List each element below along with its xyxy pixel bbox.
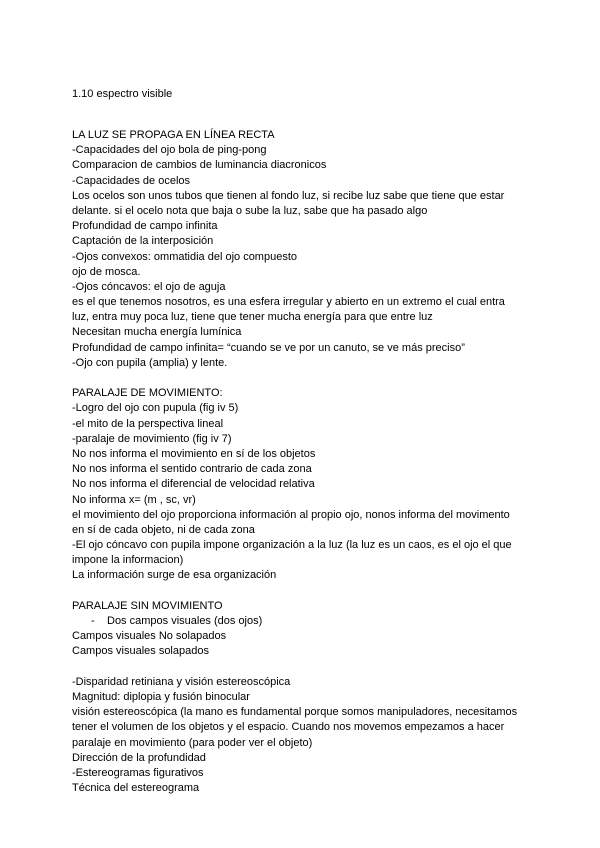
text-line: luz, entra muy poca luz, tiene que tener mucha energía para que entre luz (72, 311, 433, 324)
text-line: paralaje en movimiento (para poder ver el objeto) (72, 736, 313, 749)
text-line: No informa x= (m , sc, vr) (72, 493, 196, 506)
text-line: impone la informacion) (72, 554, 184, 567)
section-heading: LA LUZ SE PROPAGA EN LÍNEA RECTA (72, 129, 275, 141)
text-line: -Ojo con pupila (amplia) y lente. (72, 356, 228, 369)
paragraph-spacer (72, 584, 532, 599)
document-body (72, 128, 532, 796)
text-line: el movimiento del ojo proporciona información al propio ojo, nonos informa del movimento (72, 508, 510, 521)
bullet-marker: - (91, 615, 95, 627)
text-line: Necesitan mucha energía lumínica (72, 326, 242, 339)
section-heading: PARALAJE DE MOVIMIENTO: (72, 387, 223, 400)
text-line: La información surge de esa organización (72, 569, 277, 582)
text-line: Dirección de la profundidad (72, 751, 206, 764)
text-line: Magnitud: diplopia y fusión binocular (72, 690, 250, 703)
section-heading: PARALAJE SIN MOVIMIENTO (72, 599, 223, 612)
text-line: visión estereoscópica (la mano es fundamental porque somos manipuladores, necesitamos (72, 706, 518, 719)
text-line: -Ojos convexos: ommatidia del ojo compuesto (72, 250, 297, 263)
text-line: -El ojo cóncavo con pupila impone organización a la luz (la luz es un caos, es el ojo el que (72, 539, 512, 552)
bullet-text: Dos campos visuales (dos ojos) (107, 615, 263, 627)
text-line: delante. si el ocelo nota que baja o sube la luz, sabe que ha pasado algo (72, 204, 428, 217)
text-line: -Disparidad retiniana y visión estereoscópica (72, 675, 291, 688)
text-line: -Ojos cóncavos: el ojo de aguja (72, 280, 226, 293)
text-line: No nos informa el diferencial de velocidad relativa (72, 478, 315, 491)
text-line: -paralaje de movimiento (fig iv 7) (72, 432, 232, 445)
section-paralaje-movimiento (72, 386, 532, 583)
text-line: -el mito de la perspectiva lineal (72, 417, 224, 430)
text-line: Campos visuales solapados (72, 645, 209, 658)
text-line: -Logro del ojo con pupula (fig iv 5) (72, 402, 239, 415)
text-line: tener el volumen de los objetos y el espacio. Cuando nos movemos empezamos a hacer (72, 721, 505, 734)
text-line: -Capacidades de ocelos (72, 174, 191, 187)
section-luz-linea-recta (72, 128, 532, 371)
text-line: Captación de la interposición (72, 235, 214, 248)
text-line: No nos informa el sentido contrario de cada zona (72, 463, 312, 476)
text-line: Técnica del estereograma (72, 782, 200, 795)
text-line: ojo de mosca. (72, 265, 141, 278)
section-disparidad-retiniana (72, 675, 532, 797)
text-line: Profundidad de campo infinita (72, 220, 218, 233)
text-line: -Estereogramas figurativos (72, 766, 204, 779)
text-line: es el que tenemos nosotros, es una esfera irregular y abierto en un extremo el cual entra (72, 296, 505, 309)
paragraph-spacer (72, 660, 532, 675)
paragraph-spacer (72, 371, 532, 386)
bullet-item (72, 614, 532, 629)
text-line: No nos informa el movimiento en sí de los objetos (72, 447, 316, 460)
text-line: Campos visuales No solapados (72, 630, 227, 643)
text-line: Comparacion de cambios de luminancia diacronicos (72, 159, 327, 172)
document-title: 1.10 espectro visible (72, 88, 173, 100)
section-paralaje-sin-movimiento (72, 599, 532, 660)
text-line: Profundidad de campo infinita= “cuando se ve por un canuto, se ve más preciso” (72, 341, 465, 354)
text-line: en sí de cada objeto, ni de cada zona (72, 523, 255, 536)
text-line: -Capacidades del ojo bola de ping-pong (72, 144, 267, 157)
text-line: Los ocelos son unos tubos que tienen al fondo luz, si recibe luz sabe que tiene que estar (72, 189, 505, 202)
